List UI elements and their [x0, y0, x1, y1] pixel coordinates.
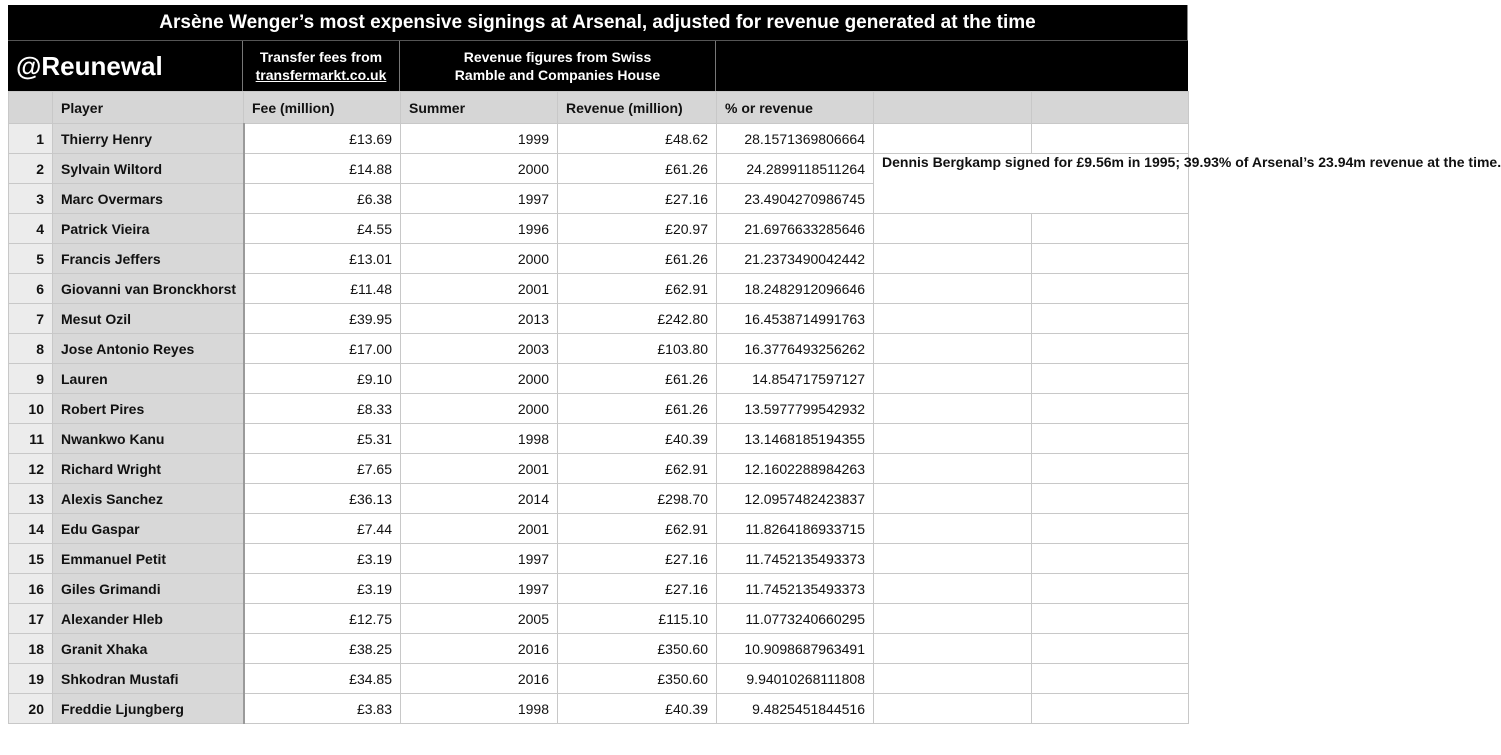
fee-cell[interactable]: £9.10 — [244, 364, 401, 394]
fee-cell[interactable]: £13.01 — [244, 244, 401, 274]
row-index[interactable]: 18 — [9, 634, 53, 664]
fee-cell[interactable]: £3.19 — [244, 574, 401, 604]
summer-cell[interactable]: 2013 — [401, 304, 558, 334]
table-row — [9, 514, 1189, 544]
fee-source-cell — [243, 41, 400, 91]
pct-cell[interactable]: 12.0957482423837 — [717, 484, 874, 514]
player-cell[interactable]: Alexander Hleb — [53, 604, 244, 634]
row-index[interactable]: 14 — [9, 514, 53, 544]
empty-cell[interactable] — [874, 574, 1032, 604]
revenue-cell[interactable]: £27.16 — [558, 544, 717, 574]
fee-source-label: Transfer fees from — [259, 49, 383, 65]
empty-cell[interactable] — [874, 124, 1032, 154]
table-row — [9, 364, 1189, 394]
player-cell[interactable]: Robert Pires — [53, 394, 244, 424]
bergkamp-note[interactable]: Dennis Bergkamp signed for £9.56m in 1995; 39.93% of Arsenal’s 23.94m revenue at the time. — [874, 154, 1189, 214]
empty-cell[interactable] — [874, 274, 1032, 304]
fee-cell[interactable]: £4.55 — [244, 214, 401, 244]
fee-cell[interactable]: £6.38 — [244, 184, 401, 214]
summer-cell[interactable]: 1997 — [401, 544, 558, 574]
empty-cell[interactable] — [1032, 244, 1189, 274]
empty-cell[interactable] — [874, 484, 1032, 514]
summer-cell[interactable]: 2001 — [401, 454, 558, 484]
row-index[interactable]: 17 — [9, 604, 53, 634]
header-empty-cell — [716, 41, 1188, 91]
player-cell[interactable]: Granit Xhaka — [53, 634, 244, 664]
header-band — [8, 40, 1188, 91]
column-header-row — [9, 92, 1189, 124]
row-index[interactable]: 12 — [9, 454, 53, 484]
author-handle: @Reunewal — [8, 41, 243, 91]
summer-cell[interactable]: 2000 — [401, 364, 558, 394]
pct-cell[interactable]: 24.2899118511264 — [717, 154, 874, 184]
pct-cell[interactable]: 11.7452135493373 — [717, 544, 874, 574]
sheet-title: Arsène Wenger’s most expensive signings at Arsenal, adjusted for revenue generated at the time — [8, 5, 1188, 40]
summer-cell[interactable]: 1996 — [401, 214, 558, 244]
empty-cell[interactable] — [1032, 364, 1189, 394]
pct-cell[interactable]: 11.7452135493373 — [717, 574, 874, 604]
player-cell[interactable]: Patrick Vieira — [53, 214, 244, 244]
table-row — [9, 334, 1189, 364]
fee-source-link[interactable]: transfermarkt.co.uk — [255, 67, 387, 83]
empty-cell[interactable] — [874, 214, 1032, 244]
summer-cell[interactable]: 1998 — [401, 424, 558, 454]
empty-cell[interactable] — [874, 424, 1032, 454]
revenue-cell[interactable]: £62.91 — [558, 514, 717, 544]
fee-cell[interactable]: £38.25 — [244, 634, 401, 664]
signings-table — [8, 91, 1501, 724]
table-row — [9, 484, 1189, 514]
player-cell[interactable]: Freddie Ljungberg — [53, 694, 244, 724]
empty-cell[interactable] — [1032, 634, 1189, 664]
pct-cell[interactable]: 9.4825451844516 — [717, 694, 874, 724]
summer-cell[interactable]: 2001 — [401, 514, 558, 544]
revenue-cell[interactable]: £20.97 — [558, 214, 717, 244]
empty-cell[interactable] — [874, 694, 1032, 724]
row-index[interactable]: 11 — [9, 424, 53, 454]
pct-cell[interactable]: 21.2373490042442 — [717, 244, 874, 274]
header-revenue[interactable]: Revenue (million) — [558, 92, 717, 124]
summer-cell[interactable]: 2016 — [401, 664, 558, 694]
table-row — [9, 244, 1189, 274]
row-index[interactable]: 8 — [9, 334, 53, 364]
table-row — [9, 394, 1189, 424]
spreadsheet — [8, 5, 1501, 724]
player-cell[interactable]: Thierry Henry — [53, 124, 244, 154]
table-row — [9, 424, 1189, 454]
pct-cell[interactable]: 11.8264186933715 — [717, 514, 874, 544]
revenue-cell[interactable]: £61.26 — [558, 364, 717, 394]
revenue-cell[interactable]: £350.60 — [558, 634, 717, 664]
empty-cell[interactable] — [1032, 124, 1189, 154]
table-row — [9, 544, 1189, 574]
revenue-cell[interactable]: £62.91 — [558, 454, 717, 484]
empty-cell[interactable] — [1032, 214, 1189, 244]
summer-cell[interactable]: 1998 — [401, 694, 558, 724]
table-row — [9, 574, 1189, 604]
revenue-cell[interactable]: £103.80 — [558, 334, 717, 364]
header-index — [9, 92, 53, 124]
empty-cell[interactable] — [1032, 424, 1189, 454]
empty-cell[interactable] — [1032, 394, 1189, 424]
player-cell[interactable]: Edu Gaspar — [53, 514, 244, 544]
pct-cell[interactable]: 10.9098687963491 — [717, 634, 874, 664]
revenue-cell[interactable]: £62.91 — [558, 274, 717, 304]
summer-cell[interactable]: 1997 — [401, 574, 558, 604]
header-pct[interactable]: % or revenue — [717, 92, 874, 124]
summer-cell[interactable]: 2000 — [401, 154, 558, 184]
table-row — [9, 634, 1189, 664]
row-index[interactable]: 13 — [9, 484, 53, 514]
table-row — [9, 454, 1189, 484]
empty-cell[interactable] — [1032, 484, 1189, 514]
revenue-source-cell: Revenue figures from Swiss Ramble and Companies House — [400, 41, 716, 91]
empty-cell[interactable] — [874, 604, 1032, 634]
player-cell[interactable]: Nwankwo Kanu — [53, 424, 244, 454]
empty-cell[interactable] — [874, 394, 1032, 424]
revenue-cell[interactable]: £40.39 — [558, 424, 717, 454]
pct-cell[interactable]: 18.2482912096646 — [717, 274, 874, 304]
empty-cell[interactable] — [1032, 694, 1189, 724]
table-row — [9, 694, 1189, 724]
fee-cell[interactable]: £17.00 — [244, 334, 401, 364]
row-index[interactable]: 6 — [9, 274, 53, 304]
player-cell[interactable]: Marc Overmars — [53, 184, 244, 214]
table-row — [9, 604, 1189, 634]
empty-cell[interactable] — [1032, 604, 1189, 634]
table-row — [9, 304, 1189, 334]
empty-cell[interactable] — [874, 334, 1032, 364]
empty-cell[interactable] — [874, 544, 1032, 574]
header-empty-2[interactable] — [1032, 92, 1189, 124]
revenue-cell[interactable]: £61.26 — [558, 394, 717, 424]
empty-cell[interactable] — [874, 244, 1032, 274]
revenue-cell[interactable]: £27.16 — [558, 574, 717, 604]
row-index[interactable]: 9 — [9, 364, 53, 394]
empty-cell[interactable] — [1032, 574, 1189, 604]
revenue-cell[interactable]: £350.60 — [558, 664, 717, 694]
row-index[interactable]: 7 — [9, 304, 53, 334]
summer-cell[interactable]: 1997 — [401, 184, 558, 214]
empty-cell[interactable] — [1032, 544, 1189, 574]
revenue-cell[interactable]: £298.70 — [558, 484, 717, 514]
player-cell[interactable]: Sylvain Wiltord — [53, 154, 244, 184]
player-cell[interactable]: Shkodran Mustafi — [53, 664, 244, 694]
row-index[interactable]: 16 — [9, 574, 53, 604]
empty-cell[interactable] — [874, 664, 1032, 694]
player-cell[interactable]: Jose Antonio Reyes — [53, 334, 244, 364]
header-empty-1[interactable] — [874, 92, 1032, 124]
fee-cell[interactable]: £8.33 — [244, 394, 401, 424]
revenue-cell[interactable]: £40.39 — [558, 694, 717, 724]
row-index[interactable]: 15 — [9, 544, 53, 574]
summer-cell[interactable]: 2000 — [401, 394, 558, 424]
empty-cell[interactable] — [874, 514, 1032, 544]
pct-cell[interactable]: 9.94010268111808 — [717, 664, 874, 694]
pct-cell[interactable]: 12.1602288984263 — [717, 454, 874, 484]
pct-cell[interactable]: 16.3776493256262 — [717, 334, 874, 364]
summer-cell[interactable]: 2014 — [401, 484, 558, 514]
player-cell[interactable]: Emmanuel Petit — [53, 544, 244, 574]
empty-cell[interactable] — [1032, 454, 1189, 484]
pct-cell[interactable]: 13.1468185194355 — [717, 424, 874, 454]
fee-cell[interactable]: £11.48 — [244, 274, 401, 304]
player-cell[interactable]: Lauren — [53, 364, 244, 394]
player-cell[interactable]: Giles Grimandi — [53, 574, 244, 604]
header-player[interactable]: Player — [53, 92, 244, 124]
fee-cell[interactable]: £5.31 — [244, 424, 401, 454]
player-cell[interactable]: Alexis Sanchez — [53, 484, 244, 514]
empty-cell[interactable] — [874, 634, 1032, 664]
pct-cell[interactable]: 21.6976633285646 — [717, 214, 874, 244]
player-cell[interactable]: Mesut Ozil — [53, 304, 244, 334]
fee-cell[interactable]: £36.13 — [244, 484, 401, 514]
row-index[interactable]: 20 — [9, 694, 53, 724]
table-row — [9, 214, 1189, 244]
fee-cell[interactable]: £14.88 — [244, 154, 401, 184]
row-index[interactable]: 3 — [9, 184, 53, 214]
table-row — [9, 154, 1189, 184]
empty-cell[interactable] — [1032, 334, 1189, 364]
empty-cell[interactable] — [1032, 304, 1189, 334]
pct-cell[interactable]: 14.854717597127 — [717, 364, 874, 394]
player-cell[interactable]: Giovanni van Bronckhorst — [53, 274, 244, 304]
fee-cell[interactable]: £7.44 — [244, 514, 401, 544]
revenue-cell[interactable]: £27.16 — [558, 184, 717, 214]
fee-cell[interactable]: £12.75 — [244, 604, 401, 634]
player-cell[interactable]: Francis Jeffers — [53, 244, 244, 274]
empty-cell[interactable] — [1032, 664, 1189, 694]
header-fee[interactable]: Fee (million) — [244, 92, 401, 124]
header-summer[interactable]: Summer — [401, 92, 558, 124]
pct-cell[interactable]: 16.4538714991763 — [717, 304, 874, 334]
row-index[interactable]: 4 — [9, 214, 53, 244]
summer-cell[interactable]: 1999 — [401, 124, 558, 154]
pct-cell[interactable]: 28.1571369806664 — [717, 124, 874, 154]
pct-cell[interactable]: 13.5977799542932 — [717, 394, 874, 424]
table-row — [9, 124, 1189, 154]
summer-cell[interactable]: 2001 — [401, 274, 558, 304]
fee-cell[interactable]: £13.69 — [244, 124, 401, 154]
revenue-cell[interactable]: £115.10 — [558, 604, 717, 634]
empty-cell[interactable] — [1032, 274, 1189, 304]
summer-cell[interactable]: 2003 — [401, 334, 558, 364]
fee-cell[interactable]: £34.85 — [244, 664, 401, 694]
table-row — [9, 274, 1189, 304]
empty-cell[interactable] — [1032, 514, 1189, 544]
player-cell[interactable]: Richard Wright — [53, 454, 244, 484]
pct-cell[interactable]: 11.0773240660295 — [717, 604, 874, 634]
revenue-cell[interactable]: £61.26 — [558, 244, 717, 274]
revenue-cell[interactable]: £61.26 — [558, 154, 717, 184]
fee-cell[interactable]: £3.83 — [244, 694, 401, 724]
fee-cell[interactable]: £3.19 — [244, 544, 401, 574]
empty-cell[interactable] — [874, 364, 1032, 394]
summer-cell[interactable]: 2005 — [401, 604, 558, 634]
summer-cell[interactable]: 2016 — [401, 634, 558, 664]
row-index[interactable]: 2 — [9, 154, 53, 184]
summer-cell[interactable]: 2000 — [401, 244, 558, 274]
pct-cell[interactable]: 23.4904270986745 — [717, 184, 874, 214]
empty-cell[interactable] — [874, 304, 1032, 334]
empty-cell[interactable] — [874, 454, 1032, 484]
fee-cell[interactable]: £39.95 — [244, 304, 401, 334]
revenue-cell[interactable]: £242.80 — [558, 304, 717, 334]
row-index[interactable]: 5 — [9, 244, 53, 274]
revenue-cell[interactable]: £48.62 — [558, 124, 717, 154]
row-index[interactable]: 10 — [9, 394, 53, 424]
row-index[interactable]: 19 — [9, 664, 53, 694]
fee-cell[interactable]: £7.65 — [244, 454, 401, 484]
table-row — [9, 664, 1189, 694]
row-index[interactable]: 1 — [9, 124, 53, 154]
